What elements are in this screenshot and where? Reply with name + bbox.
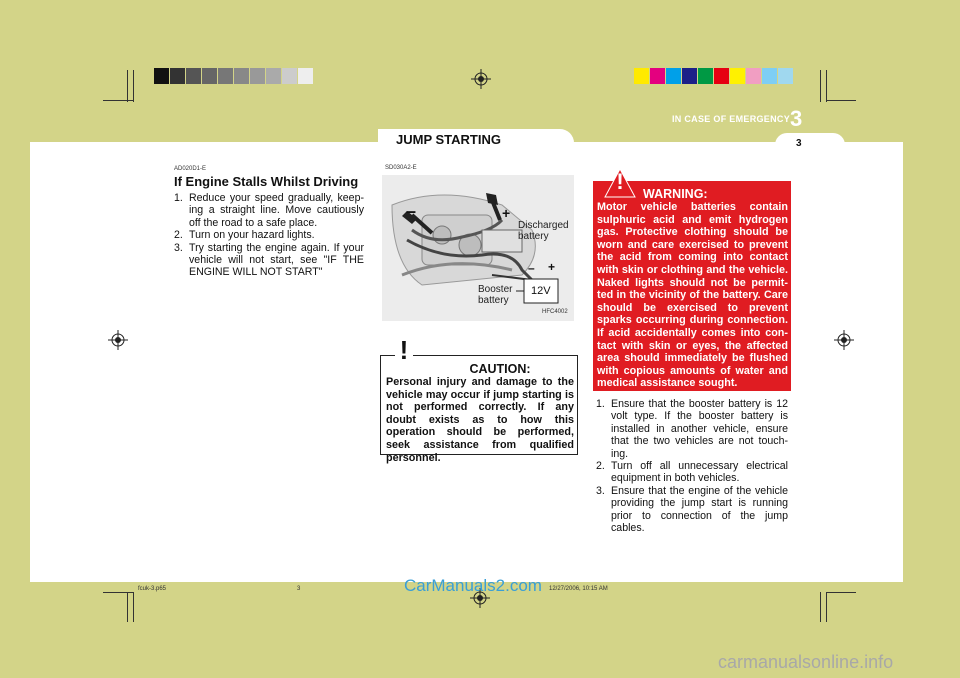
list-item-text: Turn off all unnecessary electrical equipment in both vehicles. — [611, 460, 788, 485]
figure-id: HFC4002 — [542, 309, 568, 315]
list-item — [596, 485, 788, 535]
list-item-text: Try starting the engine again. If your vehicle will not start, see "IF THE ENGINE WILL NOT START" — [189, 241, 364, 279]
crop-mark — [820, 70, 821, 102]
crop-mark — [133, 592, 134, 622]
crop-mark — [133, 70, 134, 102]
warning-title: WARNING: — [643, 187, 708, 201]
list-item-number: 1. — [596, 398, 605, 410]
list-item-number: 2. — [596, 460, 605, 473]
list-item — [174, 229, 364, 241]
crop-mark — [103, 592, 133, 593]
calibration-swatch — [266, 68, 281, 84]
figure-code: SD030A2-E — [385, 165, 417, 171]
registration-mark-icon — [834, 330, 854, 350]
caution-text: Personal injury and damage to the vehicle may occur if jump starting is not performed correctly. If any doubt exists as to how this operation should be performed, seek assistance from qualified personnel. — [386, 376, 574, 464]
booster-negative-sign: – — [528, 261, 535, 275]
registration-mark-icon — [108, 330, 128, 350]
calibration-swatch — [298, 68, 313, 84]
right-column — [596, 398, 788, 534]
crop-mark — [826, 70, 827, 102]
booster-positive-sign: + — [548, 260, 556, 274]
watermark-carmanualsonline: carmanualsonline.info — [718, 652, 894, 672]
list-item — [174, 242, 364, 279]
jump-start-figure — [382, 175, 574, 321]
page-frame-right — [903, 0, 960, 582]
footer-page: 3 — [297, 586, 301, 592]
page-number-tab — [775, 133, 845, 153]
list-item — [596, 460, 788, 485]
crop-mark — [127, 70, 128, 102]
warning-icon — [603, 167, 637, 201]
list-item-number: 3. — [596, 484, 605, 497]
footer-timestamp: 12/27/2006, 10:15 AM — [549, 586, 608, 592]
calibration-swatch — [666, 68, 681, 84]
watermark-carmanuals2: CarManuals2.com — [404, 576, 542, 595]
calibration-swatch — [762, 68, 777, 84]
section-heading: If Engine Stalls Whilst Driving — [174, 174, 359, 189]
calibration-swatch — [234, 68, 249, 84]
calibration-swatch — [202, 68, 217, 84]
chapter-tab-label: JUMP STARTING — [396, 132, 501, 147]
crop-mark — [826, 592, 856, 593]
calibration-swatch — [186, 68, 201, 84]
booster-battery-label: Booster battery — [478, 284, 513, 306]
calibration-swatch — [218, 68, 233, 84]
page-number: 3 — [796, 138, 802, 149]
list-item-number: 2. — [174, 229, 183, 242]
grayscale-calibration-strip — [154, 68, 314, 84]
calibration-swatch — [650, 68, 665, 84]
page-frame-left — [0, 142, 30, 582]
calibration-swatch — [698, 68, 713, 84]
caution-box — [380, 335, 578, 464]
calibration-swatch — [282, 68, 297, 84]
caution-title: CAUTION: — [469, 362, 531, 376]
exclamation-icon: ! — [399, 335, 409, 365]
calibration-swatch — [170, 68, 185, 84]
stall-steps-list — [174, 192, 364, 279]
color-calibration-strip — [634, 68, 794, 84]
calibration-swatch — [730, 68, 745, 84]
exclamation-icon: ! — [616, 169, 624, 194]
warning-box — [593, 169, 791, 391]
negative-terminal-sign: – — [406, 201, 417, 221]
list-item-text: Reduce your speed gradually, keep-ing a straight line. Move cautiously off the road to a safe place. — [189, 192, 364, 229]
list-item-text: Ensure that the booster battery is 12 volt type. If the booster battery is installed in another vehicle, ensure that the two vehicles are not touch-ing. — [611, 398, 788, 460]
warning-text: Motor vehicle batteries contain sulphuric acid and emit hydrogen gas. Protective clothing should be worn and care exercised to prevent the acid from coming into contact with skin or clothing and the vehicle. Naked lights should not be permit-ted in the vicinity of the battery. Care should be exercised to prevent sparks occurring during connection. If acid accidentally comes into con-tact with skin or eyes, the affected area should immediately be flushed with copious amounts of water and medical assistance sought. — [597, 201, 788, 390]
calibration-swatch — [778, 68, 793, 84]
list-item-number: 3. — [174, 241, 183, 254]
calibration-swatch — [250, 68, 265, 84]
calibration-swatch — [634, 68, 649, 84]
jump-start-steps-list — [596, 398, 788, 534]
calibration-swatch — [714, 68, 729, 84]
section-title: IN CASE OF EMERGENCY — [671, 114, 790, 124]
left-column — [174, 166, 364, 279]
crop-mark — [103, 100, 133, 101]
discharged-battery-label: Discharged battery — [518, 220, 569, 242]
list-item — [596, 398, 788, 460]
list-item — [174, 192, 364, 229]
crop-mark — [820, 592, 821, 622]
section-number: 3 — [790, 106, 803, 131]
footer-filename: fcuk-3.p65 — [138, 586, 167, 592]
battery-voltage-label: 12V — [531, 285, 551, 297]
registration-mark-icon — [471, 69, 491, 89]
crop-mark — [127, 592, 128, 622]
list-item-text: Ensure that the engine of the vehicle providing the jump start is running prior to connection of the jump cables. — [611, 484, 788, 535]
list-item-number: 1. — [174, 192, 183, 204]
section-code: AD020D1-E — [174, 166, 207, 172]
positive-terminal-sign: + — [502, 205, 511, 221]
crop-mark — [826, 592, 827, 622]
list-item-text: Turn on your hazard lights. — [189, 229, 315, 242]
calibration-swatch — [746, 68, 761, 84]
caution-icon — [395, 335, 413, 365]
crop-mark — [826, 100, 856, 101]
calibration-swatch — [682, 68, 697, 84]
calibration-swatch — [154, 68, 169, 84]
